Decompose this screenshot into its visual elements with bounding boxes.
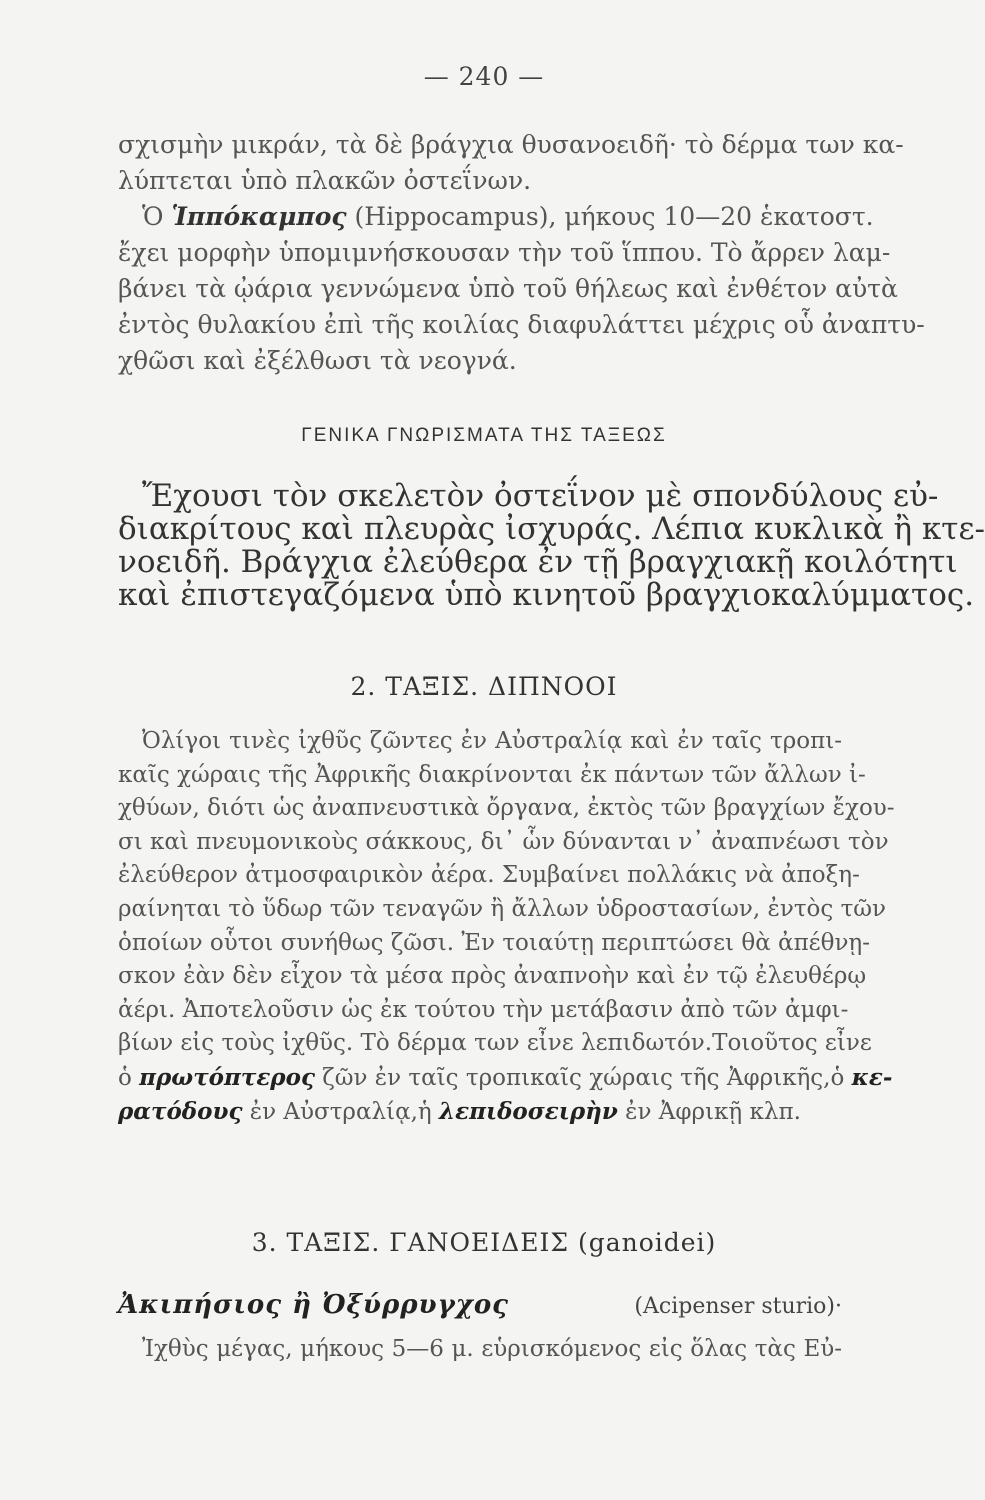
text-line: καῖς χώραις τῆς Ἀφρικῆς διακρίνονται ἐκ πάντων τῶν ἄλλων ἰ- [118, 761, 866, 788]
order-heading-dipnoi: 2. ΤΑΞΙΣ. ΔΙΠΝΟΟΙ [350, 672, 618, 701]
order-heading-ganoidei: 3. ΤΑΞΙΣ. ΓΑΝΟΕΙΔΕΙΣ (ganoidei) [251, 1228, 717, 1257]
text-line: νοειδῆ. Βράγχια ἐλεύθερα ἐν τῇ βραγχιακῇ κοιλότητι [118, 544, 958, 580]
text-segment: (Hippocampus), μήκους 10—20 ἑκατοστ. [346, 202, 874, 231]
text-line: καὶ ἐπιστεγαζόμενα ὑπὸ κινητοῦ βραγχιοκαλύμματος. [118, 577, 975, 613]
text-line: βάνει τὰ ᾠάρια γεννώμενα ὑπὸ τοῦ θήλεως καὶ ἐνθέτον αὐτὰ [118, 274, 898, 303]
species-heading-acipenser [118, 1290, 842, 1320]
text-segment: ἐν Αὐστραλίᾳ,ἡ [242, 1098, 440, 1125]
text-line: ὁποίων οὗτοι συνήθως ζῶσι. Ἐν τοιαύτῃ περιπτώσει θὰ ἀπέθνῃ- [118, 929, 870, 956]
paragraph-general-features [118, 478, 985, 613]
text-line: χθῶσι καὶ ἐξέλθωσι τὰ νεογνά. [118, 346, 517, 375]
text-line: σι καὶ πνευμονικοὺς σάκκους, δι᾽ ὧν δύνανται ν᾽ ἀναπνέωσι τὸν [118, 828, 889, 855]
text-line: Ὀλίγοι τινὲς ἰχθῦς ζῶντες ἐν Αὐστραλίᾳ καὶ ἐν ταῖς τροπι- [142, 728, 842, 754]
species-greek-name: Ἀκιπήσιος ἢ Ὀξύρρυγχος [118, 1290, 510, 1320]
text-line: σκον ἐὰν δὲν εἶχον τὰ μέσα πρὸς ἀναπνοὴν καὶ ἐν τῷ ἐλευθέρῳ [118, 963, 867, 990]
paragraph-hippocampus [118, 199, 925, 379]
term-protopterus: πρωτόπτερος [139, 1063, 315, 1091]
term-hippocampus: Ἱππόκαμπος [171, 202, 347, 231]
text-line [118, 1061, 893, 1095]
text-line: λύπτεται ὑπὸ πλακῶν ὀστεΐνων. [118, 166, 532, 195]
term-ceratodus-start: κε- [851, 1063, 893, 1091]
text-line: ἐντὸς θυλακίου ἐπὶ τῆς κοιλίας διαφυλάττει μέχρις οὗ ἀναπτυ- [118, 310, 925, 339]
text-line: ἀέρι. Ἀποτελοῦσιν ὡς ἐκ τούτου τὴν μετάβασιν ἀπὸ τῶν ἀμφι- [118, 996, 849, 1023]
text-line: διακρίτους καὶ πλευρὰς ἰσχυράς. Λέπια κυκλικὰ ἢ κτε- [118, 511, 985, 547]
text-line [118, 199, 874, 235]
text-segment: Ὁ [142, 202, 172, 231]
paragraph-continued [118, 127, 904, 199]
section-heading-general-features: ΓΕΝΙΚΑ ΓΝΩΡΙΣΜΑΤΑ ΤΗΣ ΤΑΞΕΩΣ [301, 425, 667, 446]
text-line: βίων εἰς τοὺς ἰχθῦς. Τὸ δέρμα των εἶνε λεπιδωτόν.Τοιοῦτος εἶνε [118, 1030, 872, 1057]
page-number: — 240 — [423, 62, 545, 91]
paragraph-acipenser [118, 1333, 842, 1367]
text-line: Ἰχθὺς μέγας, μήκους 5—6 μ. εὑρισκόμενος εἰς ὅλας τὰς Εὐ- [142, 1336, 842, 1362]
term-lepidosiren: λεπιδοσειρὴν [439, 1097, 618, 1125]
text-line: σχισμὴν μικράν, τὰ δὲ βράγχια θυσανοειδῆ· τὸ δέρμα των κα- [118, 130, 904, 159]
text-segment: ἐν Ἀφρικῇ κλπ. [617, 1098, 801, 1125]
text-line: ραίνηται τὸ ὕδωρ τῶν τεναγῶν ἢ ἄλλων ὑδροστασίων, ἐντὸς τῶν [118, 895, 887, 922]
text-line [118, 1095, 842, 1129]
text-segment: ζῶν ἐν ταῖς τροπικαῖς χώραις τῆς Ἀφρικῆς,ὁ [314, 1064, 852, 1091]
text-line: Ἔχουσι τὸν σκελετὸν ὀστεΐνον μὲ σπονδύλους εὐ- [142, 478, 939, 514]
text-line: ἐλεύθερον ἀτμοσφαιρικὸν ἀέρα. Συμβαίνει πολλάκις νὰ ἀποξη- [118, 862, 860, 889]
term-ceratodus-end: ρατόδους [118, 1097, 243, 1125]
paragraph-dipnoi [118, 725, 895, 1128]
text-line: ἔχει μορφὴν ὑπομιμνήσκουσαν τὴν τοῦ ἵππου. Τὸ ἄρρεν λαμ- [118, 238, 891, 267]
text-line: χθύων, διότι ὡς ἀναπνευστικὰ ὄργανα, ἐκτὸς τῶν βραγχίων ἔχου- [118, 795, 895, 822]
species-latin-name: (Acipenser sturio)· [634, 1294, 842, 1319]
text-segment: ὁ [118, 1064, 140, 1091]
